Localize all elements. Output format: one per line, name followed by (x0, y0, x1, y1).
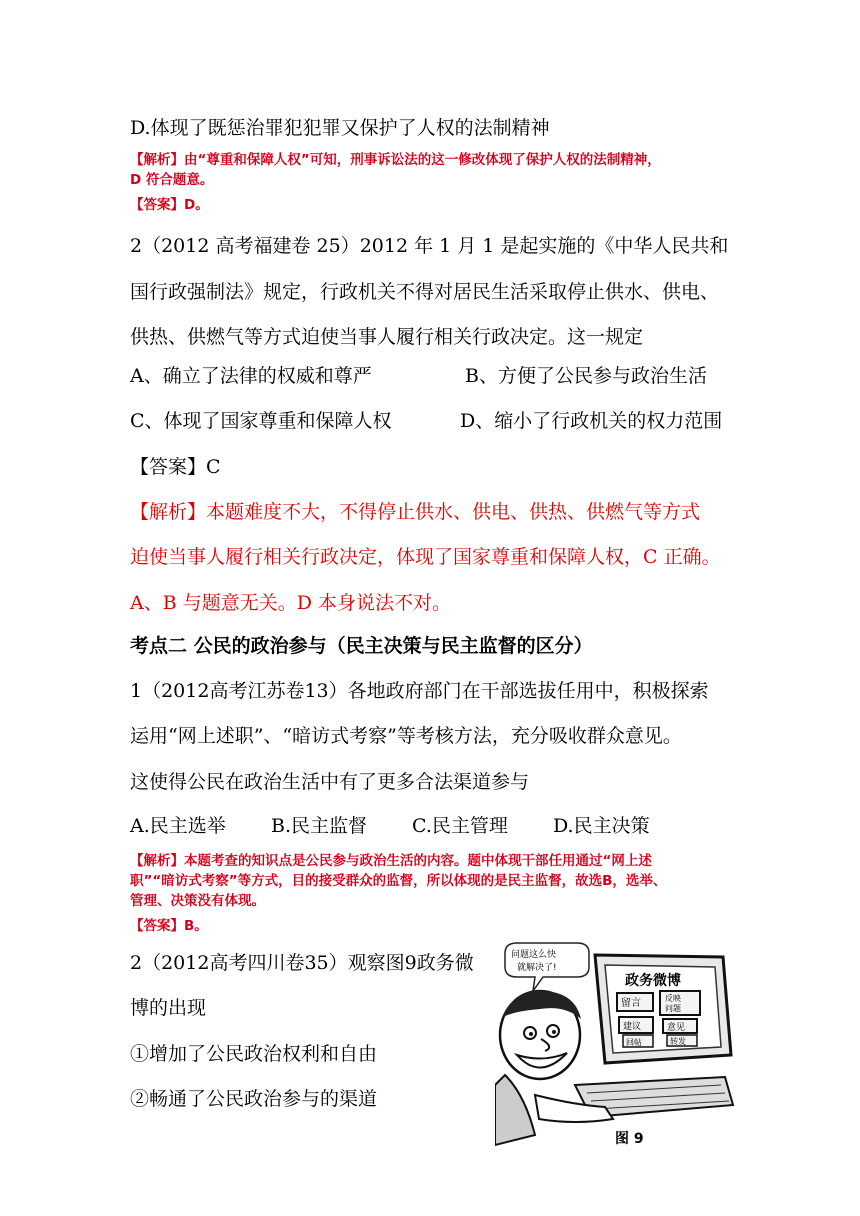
q3-option-c: C.民主管理 (412, 815, 508, 837)
key-liuyan: 留言 (621, 998, 641, 1009)
q4-stem-line-1: 2（2012高考四川卷35）观察图9政务微 (130, 952, 474, 974)
q2-option-a: A、确立了法律的权威和尊严 (130, 365, 372, 387)
q3-stem-line-2: 运用“网上述职”、“暗访式考察”等考核方法，充分吸收群众意见。 (130, 725, 682, 747)
q2-stem-line-3: 供热、供燃气等方式迫使当事人履行相关行政决定。这一规定 (130, 326, 644, 348)
q3-analysis-line-2: 职”“暗访式考察”等方式，目的接受群众的监督，所以体现的是民主监督，故选B，选举、 (130, 873, 667, 889)
screen-title: 政务微博 (625, 973, 681, 989)
q4-item-2: ②畅通了公民政治参与的渠道 (130, 1088, 378, 1110)
q2-analysis-line-3: A、B 与题意无关。D 本身说法不对。 (130, 592, 451, 614)
q2-analysis-line-2: 迫使当事人履行相关行政决定，体现了国家尊重和保障人权，C 正确。 (130, 546, 721, 568)
q2-option-d: D、缩小了行政机关的权力范围 (460, 410, 723, 432)
q3-stem-line-1: 1（2012高考江苏卷13）各地政府部门在干部选拔任用中，积极探索 (130, 680, 709, 702)
speech-bubble-text-1: 问题这么快 (511, 950, 557, 960)
key-yijian: 意见 (667, 1023, 686, 1033)
q2-option-b: B、方便了公民参与政治生活 (465, 365, 707, 387)
q2-analysis-line-1: 【解析】本题难度不大，不得停止供水、供电、供热、供燃气等方式 (130, 501, 701, 523)
key-wenti: 问题 (665, 1004, 681, 1013)
q3-analysis-line-1: 【解析】本题考查的知识点是公民参与政治生活的内容。题中体现干部任用通过“网上述 (130, 853, 652, 869)
prev-answer: 【答案】D。 (130, 197, 209, 213)
key-huitie: 回帖 (626, 1038, 642, 1047)
prev-analysis-line-1: 【解析】由“尊重和保障人权”可知，刑事诉讼法的这一修改体现了保护人权的法制精神， (130, 152, 661, 168)
speech-bubble-text-2: 就解决了! (517, 963, 557, 973)
key-fanying: 反映 (665, 994, 681, 1003)
key-zhuanfa: 转发 (670, 1037, 686, 1046)
prev-option-d: D.体现了既惩治罪犯犯罪又保护了人权的法制精神 (130, 117, 550, 139)
section-title: 考点二 公民的政治参与（民主决策与民主监督的区分） (130, 635, 593, 657)
q3-analysis-line-3: 管理、决策没有体现。 (130, 893, 265, 909)
q3-answer: 【答案】B。 (130, 918, 208, 934)
q2-answer: 【答案】C (130, 456, 221, 478)
q2-stem-line-1: 2（2012 高考福建卷 25）2012 年 1 月 1 是起实施的《中华人民共和 (130, 235, 729, 257)
q3-option-a: A.民主选举 (130, 815, 226, 837)
q3-option-d: D.民主决策 (553, 815, 650, 837)
prev-analysis-line-2: D 符合题意。 (130, 172, 214, 188)
figure-9-cartoon (495, 935, 735, 1150)
q4-stem-line-2: 博的出现 (130, 997, 207, 1019)
q2-stem-line-2: 国行政强制法》规定，行政机关不得对居民生活采取停止供水、供电、 (130, 281, 720, 303)
q2-option-c: C、体现了国家尊重和保障人权 (130, 410, 392, 432)
q3-option-b: B.民主监督 (271, 815, 368, 837)
q4-item-1: ①增加了公民政治权利和自由 (130, 1043, 378, 1065)
key-jianyi: 建议 (623, 1022, 642, 1032)
q3-stem-line-3: 这使得公民在政治生活中有了更多合法渠道参与 (130, 771, 530, 793)
figure-caption: 图 9 (615, 1131, 644, 1147)
